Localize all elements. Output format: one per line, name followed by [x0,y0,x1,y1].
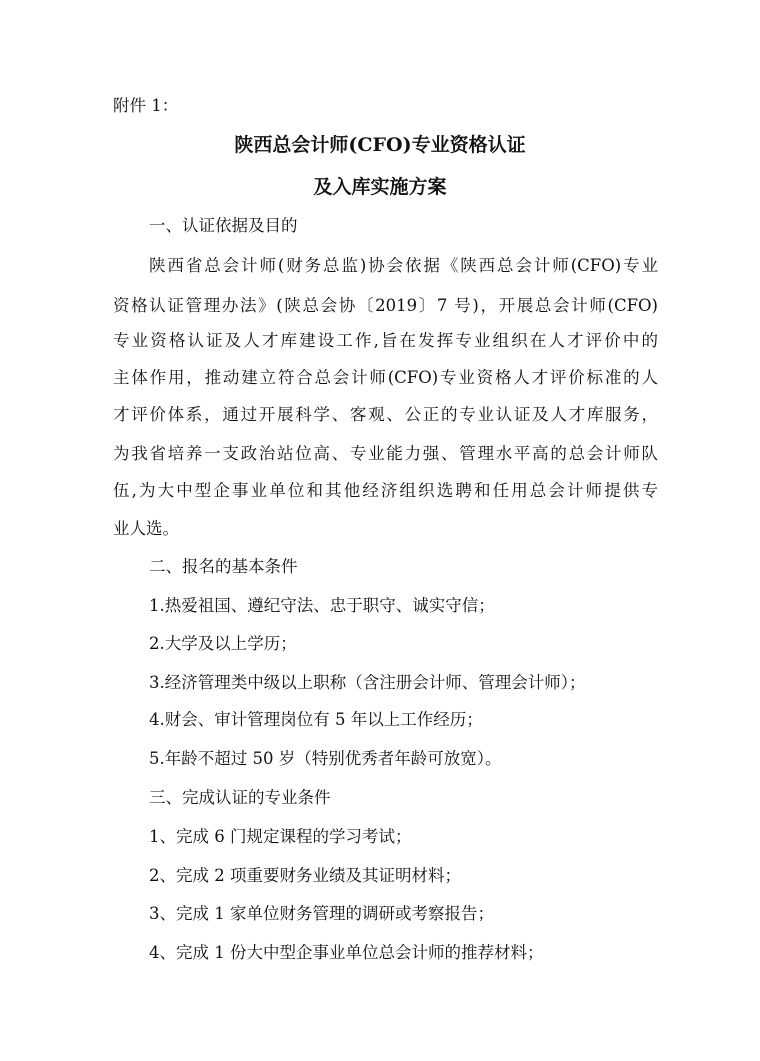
document-title-line-2: 及入库实施方案 [313,176,447,198]
attachment-label: 附件 1： [113,96,179,115]
section-2-item: 3.经济管理类中级以上职称（含注册会计师、管理会计师）； [149,673,586,692]
section-1-paragraph-line: 资格认证管理办法》(陕总会协〔2019〕7 号)，开展总会计师(CFO) [113,296,658,315]
section-2-item: 2.大学及以上学历； [149,634,297,653]
section-3-item: 2、完成 2 项重要财务业绩及其证明材料； [149,866,461,885]
section-3-item: 4、完成 1 份大中型企事业单位总会计师的推荐材料； [149,943,544,962]
document-title-line-1: 陕西总会计师(CFO)专业资格认证 [234,134,526,156]
section-1-paragraph-line: 为我省培养一支政治站位高、专业能力强、管理水平高的总会计师队 [113,444,658,463]
section-2-heading: 二、报名的基本条件 [149,557,298,576]
section-1-paragraph-line: 陕西省总会计师(财务总监)协会依据《陕西总会计师(CFO)专业 [149,256,658,275]
section-2-item: 5.年龄不超过 50 岁（特别优秀者年龄可放宽）。 [149,749,502,768]
section-2-item: 4.财会、审计管理岗位有 5 年以上工作经历； [149,710,483,729]
section-3-heading: 三、完成认证的专业条件 [149,788,331,807]
section-3-item: 1、完成 6 门规定课程的学习考试； [149,827,412,846]
section-1-heading: 一、认证依据及目的 [149,216,298,235]
section-1-paragraph-line: 业人选。 [113,519,179,538]
section-2-item: 1.热爱祖国、遵纪守法、忠于职守、诚实守信； [149,596,495,615]
section-1-paragraph-line: 主体作用，推动建立符合总会计师(CFO)专业资格人才评价标准的人 [113,368,658,387]
section-1-paragraph-line: 才评价体系，通过开展科学、客观、公正的专业认证及人才库服务， [113,405,658,424]
section-3-item: 3、完成 1 家单位财务管理的调研或考察报告； [149,904,494,923]
section-1-paragraph-line: 专业资格认证及人才库建设工作,旨在发挥专业组织在人才评价中的 [113,331,658,350]
section-1-paragraph-line: 伍,为大中型企事业单位和其他经济组织选聘和任用总会计师提供专 [113,481,658,500]
